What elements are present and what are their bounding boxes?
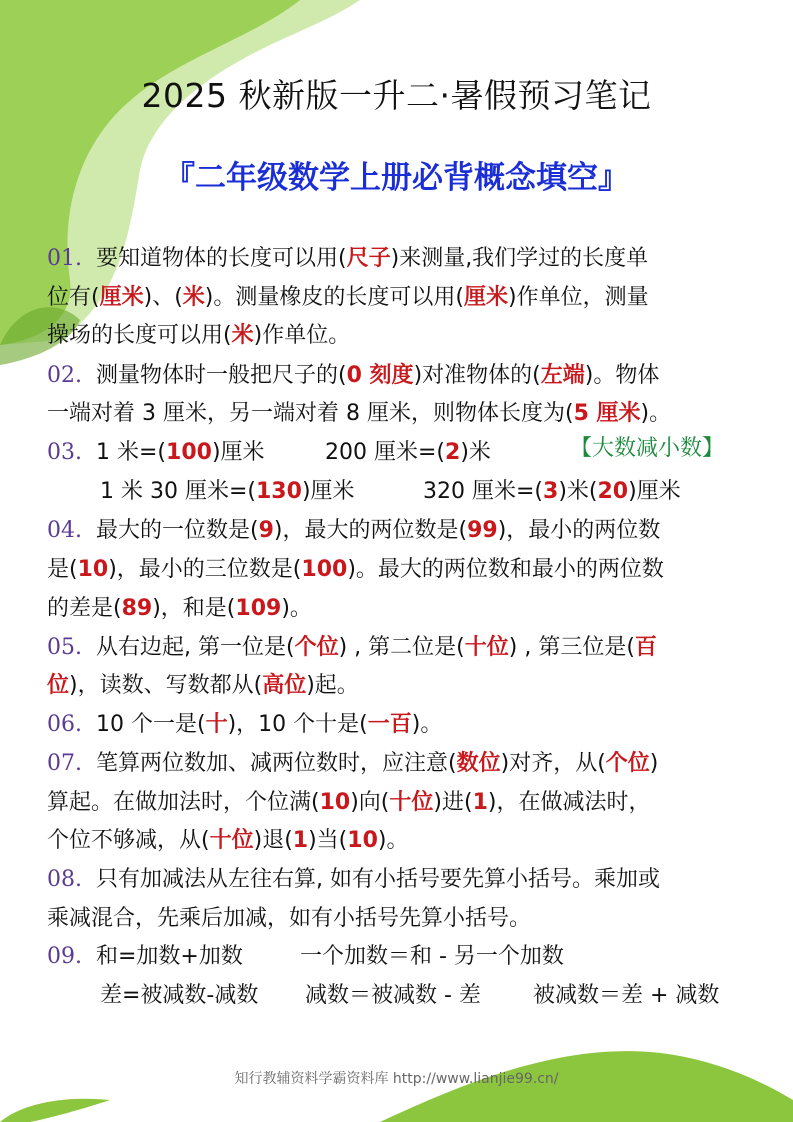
answer: 个位 [294, 635, 339, 660]
answer: 100 [301, 557, 348, 582]
item-09-part-e: 被减数＝差 + 减数 [533, 983, 720, 1008]
footer-watermark: 知行教辅资料学霸资料库 http://www.lianjie99.cn/ [234, 1071, 559, 1087]
answer: 9 [258, 518, 274, 543]
item-number: 01. [47, 246, 82, 271]
answer: 百 [634, 635, 657, 660]
item-09-line-1: 09. 和=加数+加数 [47, 944, 243, 969]
item-04-line-2: 是(10)，最小的三位数是(100)。最大的两位数和最小的两位数 [47, 557, 664, 582]
answer: 109 [235, 596, 282, 621]
answer: 厘米 [99, 285, 144, 310]
item-02-line-1: 02. 测量物体时一般把尺子的(0 刻度)对准物体的(左端)。物体 [47, 363, 660, 388]
answer: 数位 [456, 751, 501, 776]
answer: 厘米 [463, 285, 508, 310]
item-number: 05. [47, 635, 82, 660]
answer: 十位 [464, 635, 509, 660]
answer: 89 [121, 596, 153, 621]
answer: 10 [77, 557, 109, 582]
item-number: 04. [47, 518, 82, 543]
answer: 十位 [209, 828, 254, 853]
answer: 5 厘米 [573, 401, 641, 426]
item-02-line-2: 一端对着 3 厘米，另一端对着 8 厘米，则物体长度为(5 厘米)。 [47, 401, 672, 426]
answer: 十 [205, 712, 228, 737]
item-07-line-3: 个位不够减，从(十位)退(1)当(10)。 [47, 828, 409, 853]
answer: 2 [445, 440, 461, 465]
answer: 米 [182, 285, 205, 310]
item-03-part-d: 320 厘米=(3)米(20)厘米 [423, 479, 681, 504]
answer: 20 [597, 479, 629, 504]
item-03-line-1: 03. 1 米=(100)厘米 [47, 440, 265, 465]
item-04-line-1: 04. 最大的一位数是(9)，最大的两位数是(99)，最小的两位数 [47, 518, 661, 543]
answer: 米 [231, 323, 254, 348]
item-08-line-2: 乘减混合，先乘后加减，如有小括号先算小括号。 [47, 906, 532, 931]
tip-label: 【大数减小数】 [570, 436, 725, 461]
item-number: 08. [47, 867, 82, 892]
answer: 0 刻度 [346, 363, 414, 388]
answer: 3 [543, 479, 559, 504]
item-07-line-1: 07. 笔算两位数加、减两位数时，应注意(数位)对齐，从(个位) [47, 751, 659, 776]
answer: 十位 [389, 790, 434, 815]
answer: 位 [47, 673, 70, 698]
answer: 尺子 [346, 246, 391, 271]
item-05-line-2: 位)，读数、写数都从(高位)起。 [47, 673, 359, 698]
answer: 10 [319, 790, 351, 815]
item-03-part-c: 1 米 30 厘米=(130)厘米 [100, 479, 355, 504]
item-01-line-1: 01. 要知道物体的长度可以用(尺子)来测量,我们学过的长度单 [47, 246, 649, 271]
item-08-line-1: 08. 只有加减法从左往右算, 如有小括号要先算小括号。乘加或 [47, 867, 660, 892]
answer: 130 [256, 479, 302, 504]
answer: 10 [347, 828, 378, 853]
answer: 左端 [540, 363, 585, 388]
page-subtitle: 『二年级数学上册必背概念填空』 [164, 160, 629, 196]
item-03-part-b: 200 厘米=(2)米 [325, 440, 491, 465]
item-09-part-b: 一个加数＝和 - 另一个加数 [300, 944, 564, 969]
item-06-line-1: 06. 10 个一是(十)，10 个十是(一百)。 [47, 712, 443, 737]
item-number: 02. [47, 363, 82, 388]
answer: 1 [292, 828, 309, 853]
answer: 一百 [367, 712, 412, 737]
answer: 100 [166, 440, 212, 465]
answer: 1 [472, 790, 488, 815]
item-04-line-3: 的差是(89)，和是(109)。 [47, 596, 312, 621]
page-title: 2025 秋新版一升二·暑假预习笔记 [141, 76, 652, 115]
item-number: 06. [47, 712, 82, 737]
answer: 高位 [262, 673, 307, 698]
item-number: 03. [47, 440, 82, 465]
item-01-line-3: 操场的长度可以用(米)作单位。 [47, 323, 351, 348]
item-number: 09. [47, 944, 82, 969]
item-09-part-c: 差=被减数-减数 [100, 983, 259, 1008]
answer: 个位 [605, 751, 650, 776]
item-number: 07. [47, 751, 82, 776]
item-05-line-1: 05. 从右边起, 第一位是(个位) , 第二位是(十位) , 第三位是(百 [47, 635, 657, 660]
item-01-line-2: 位有(厘米)、(米)。测量橡皮的长度可以用(厘米)作单位，测量 [47, 285, 649, 310]
item-07-line-2: 算起。在做加法时，个位满(10)向(十位)进(1)，在做减法时， [47, 790, 651, 815]
answer: 99 [467, 518, 498, 543]
item-09-part-d: 减数＝被减数 - 差 [305, 983, 481, 1008]
